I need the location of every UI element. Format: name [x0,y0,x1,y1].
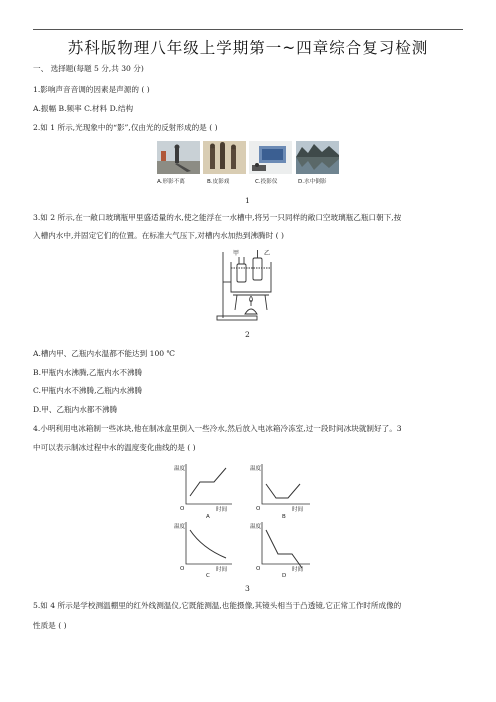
q2-figure-photos [157,141,339,189]
figure-1-caption: 1 [245,196,250,205]
photo-a-image [157,141,200,174]
graph-c-xlabel: 时间 [216,567,228,573]
q3-stem-line2: 入槽内水中,并固定它们的位置。在标准大气压下,对槽内水加热到沸腾时 ( ) [33,231,284,240]
q4-stem-line1: 4.小明利用电冰箱制一些冰块,他在制冰盒里倒入一些冷水,然后放入电冰箱冷冻室,过一段时间冰块就制好了。3 [33,424,402,433]
graph-a-panel: A [206,514,210,520]
label-jia: 甲 [233,250,240,257]
graph-b-origin: O [256,506,261,512]
q3-option-a: A.槽内甲、乙瓶内水温都不能达到 100 ℃ [33,349,176,358]
graph-a-xlabel: 时间 [216,507,228,513]
q3-apparatus-diagram [215,248,281,324]
q1-options: A.振幅 B.频率 C.材料 D.结构 [33,104,134,113]
q2-stem: 2.如 1 所示,光现象中的“影”,仅由光的反射形成的是 ( ) [33,123,218,132]
graph-c-ylabel: 温度 [174,524,186,530]
q4-temperature-graphs [172,460,322,578]
photo-d-label: D.水中倒影 [298,179,327,185]
photo-b-label: B.皮影戏 [207,179,230,185]
graph-c-origin: O [180,566,185,572]
q3-option-d: D.甲、乙瓶内水都不沸腾 [33,405,118,414]
figure-2-caption: 2 [245,330,250,339]
q1-stem: 1.影响声音音调的因素是声源的 ( ) [33,85,150,94]
photo-a-label: A.形影不离 [157,179,185,185]
graph-c-panel: C [206,573,210,578]
graph-d-origin: O [256,566,261,572]
header-rule [33,29,463,30]
photo-b-image [203,141,246,174]
q3-option-b: B.甲瓶内水沸腾,乙瓶内水不沸腾 [33,368,143,377]
graph-d-panel: D [282,573,287,578]
graph-a-ylabel: 温度 [174,466,186,472]
graph-d-xlabel: 时间 [292,567,304,573]
graph-b-panel: B [282,514,286,520]
q5-stem-line1: 5.如 4 所示是学校测温棚里的红外线测温仪,它既能测温,也能摄像,其镜头相当于凸透镜,它正常工作时所成像的 [33,601,402,610]
q3-stem-line1: 3.如 2 所示,在一敞口玻璃瓶甲里盛适量的水,使之能浮在一水槽中,将另一只同样的敞口空玻璃瓶乙瓶口朝下,按 [33,213,402,222]
graph-d-ylabel: 温度 [250,524,262,530]
photo-d-image [296,141,339,174]
q5-stem-line2: 性质是 ( ) [33,621,67,630]
label-yi: 乙 [264,250,271,257]
page-title: 苏科版物理八年级上学期第一~四章综合复习检测 [67,39,429,57]
figure-3-caption: 3 [245,584,250,593]
graph-a-origin: O [180,506,185,512]
photo-c-label: C.投影仪 [255,179,278,185]
section-heading: 一、 选择题(每题 5 分,共 30 分) [33,64,144,73]
q4-stem-line2: 中可以表示制冰过程中水的温度变化曲线的是 ( ) [33,443,196,452]
q3-option-c: C.甲瓶内水不沸腾,乙瓶内水沸腾 [33,386,143,395]
photo-c-image [249,141,292,174]
graph-b-ylabel: 温度 [250,466,262,472]
graph-b-xlabel: 时间 [292,507,304,513]
